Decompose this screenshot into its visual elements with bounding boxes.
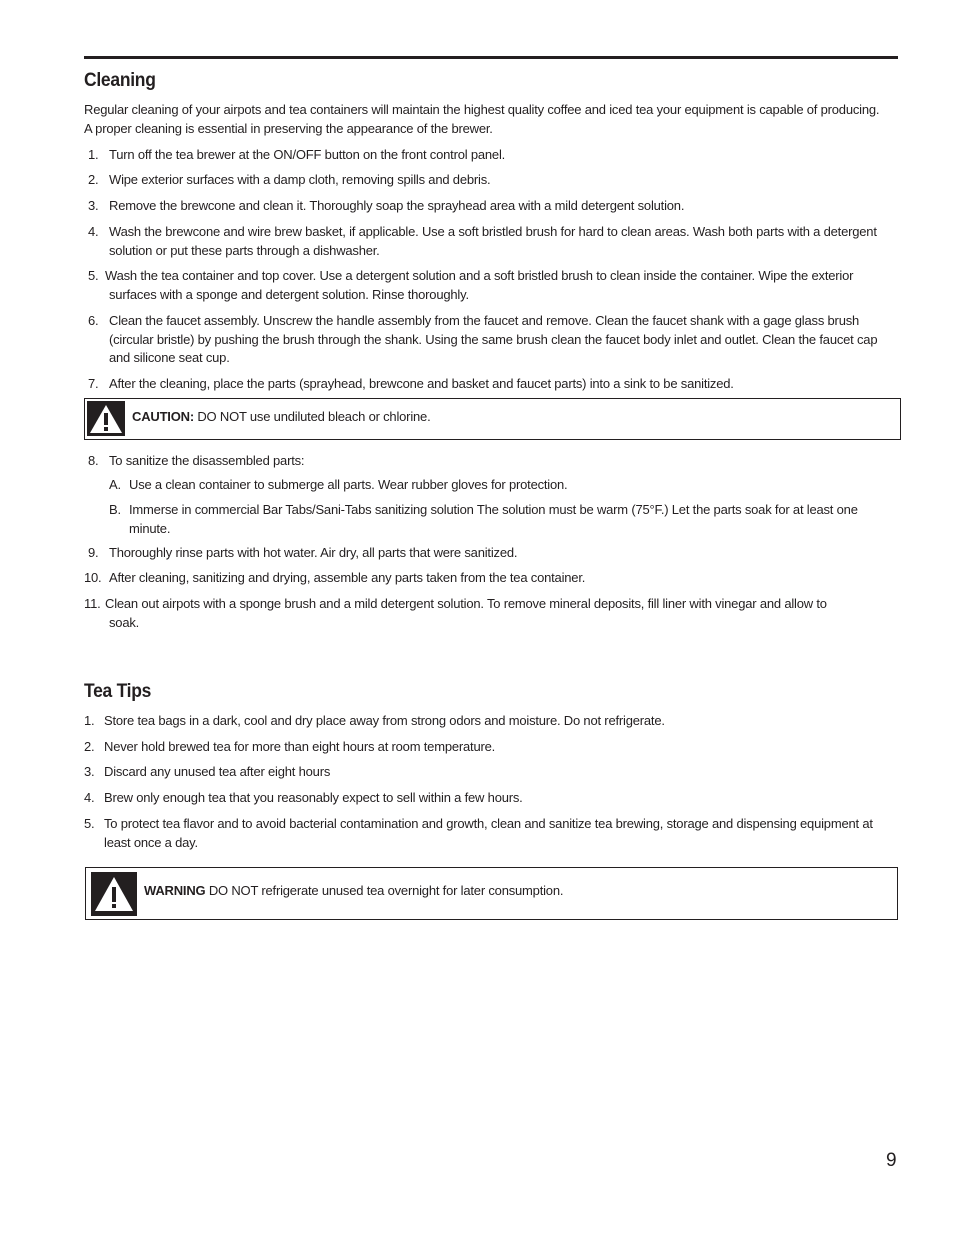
- tea-tips-heading: Tea Tips: [84, 681, 152, 702]
- list-item-text: Wipe exterior surfaces with a damp cloth, removing spills and debris.: [109, 172, 491, 187]
- list-item-number: 7.: [88, 376, 99, 391]
- list-item-text: minute.: [129, 520, 171, 536]
- list-item-text: Thoroughly rinse parts with hot water. Air dry, all parts that were sanitized.: [109, 545, 518, 560]
- list-item-text: Discard any unused tea after eight hours: [104, 764, 331, 779]
- caution-box: [84, 398, 901, 440]
- warning-box: [85, 867, 898, 920]
- list-item-number: 4.: [88, 224, 99, 239]
- list-item-number: 4.: [84, 790, 95, 805]
- list-item-number: 2.: [88, 172, 99, 187]
- list-item-number: 3.: [84, 764, 95, 779]
- warning-message: [144, 883, 563, 898]
- list-item-text: Clean the faucet assembly. Unscrew the handle assembly from the faucet and remove. Clean the faucet shank with a gage glass brush: [109, 313, 860, 328]
- list-item-text: After the cleaning, place the parts (sprayhead, brewcone and basket and faucet parts) into a sink to be sanitized.: [109, 376, 734, 391]
- list-item-text: Turn off the tea brewer at the ON/OFF button on the front control panel.: [109, 147, 506, 162]
- warning-triangle-icon: [87, 401, 125, 436]
- warning-triangle-icon: [91, 872, 137, 916]
- list-item-text: Remove the brewcone and clean it. Thoroughly soap the sprayhead area with a mild detergent solution.: [109, 198, 685, 213]
- warning-label: WARNING: [144, 883, 206, 898]
- caution-text: DO NOT use undiluted bleach or chlorine.: [193, 409, 431, 424]
- list-item-text: Use a clean container to submerge all parts. Wear rubber gloves for protection.: [129, 477, 568, 492]
- list-item-text: Wash the tea container and top cover. Use a detergent solution and a soft bristled brush to clean inside the container. Wipe the exterior: [105, 268, 854, 283]
- list-item-number: 1.: [84, 713, 95, 728]
- caution-label: CAUTION:: [132, 409, 194, 424]
- list-item-number: 2.: [84, 739, 95, 754]
- list-item-number: 8.: [88, 453, 99, 468]
- list-item-text: To protect tea flavor and to avoid bacterial contamination and growth, clean and sanitize tea brewing, storage and dispensing equipment at: [104, 816, 873, 831]
- list-item-number: B.: [109, 502, 121, 517]
- list-item-text: soak.: [109, 614, 140, 630]
- cleaning-intro-line1: Regular cleaning of your airpots and tea containers will maintain the highest quality coffee and iced tea your equipment is capable of producing.: [84, 102, 880, 117]
- list-item-text: Never hold brewed tea for more than eight hours at room temperature.: [104, 739, 496, 754]
- list-item-number: 11.: [84, 596, 101, 611]
- cleaning-intro-line2: A proper cleaning is essential in preserving the appearance of the brewer.: [84, 121, 493, 136]
- list-item-number: 5.: [84, 816, 95, 831]
- top-rule: [84, 56, 898, 59]
- list-item-number: 5.: [88, 268, 99, 283]
- list-item-text: surfaces with a sponge and detergent solution. Rinse thoroughly.: [109, 286, 469, 302]
- list-item-text: Brew only enough tea that you reasonably expect to sell within a few hours.: [104, 790, 523, 805]
- list-item-number: 3.: [88, 198, 99, 213]
- list-item-number: 1.: [88, 147, 99, 162]
- list-item-number: 9.: [88, 545, 99, 560]
- list-item-text: Store tea bags in a dark, cool and dry place away from strong odors and moisture. Do not refrigerate.: [104, 713, 665, 728]
- list-item-text: Wash the brewcone and wire brew basket, if applicable. Use a soft bristled brush for hard to clean areas. Wash both parts with a detergent: [109, 224, 877, 239]
- list-item-text: To sanitize the disassembled parts:: [109, 453, 305, 468]
- cleaning-heading: Cleaning: [84, 70, 156, 91]
- list-item-text: After cleaning, sanitizing and drying, assemble any parts taken from the tea container.: [109, 570, 586, 585]
- list-item-text: solution or put these parts through a dishwasher.: [109, 242, 380, 258]
- caution-message: [132, 409, 430, 424]
- list-item-text: and silicone seat cup.: [109, 350, 230, 365]
- warning-text: DO NOT refrigerate unused tea overnight for later consumption.: [205, 883, 564, 898]
- list-item-number: A.: [109, 477, 121, 492]
- list-item-number: 6.: [88, 313, 99, 328]
- list-item-text: (circular bristle) by pushing the brush through the shank. Using the same brush clean the faucet body inlet and outlet. Clean the faucet cap: [109, 331, 878, 347]
- page-number: 9: [886, 1150, 897, 1171]
- list-item-text: Clean out airpots with a sponge brush and a mild detergent solution. To remove mineral deposits, fill liner with vinegar and allow to: [105, 596, 827, 611]
- list-item-number: 10.: [84, 570, 102, 585]
- list-item-text: least once a day.: [104, 834, 198, 850]
- list-item-text: Immerse in commercial Bar Tabs/Sani-Tabs sanitizing solution The solution must be warm (75°F.) Let the parts soak for at least one: [129, 502, 858, 517]
